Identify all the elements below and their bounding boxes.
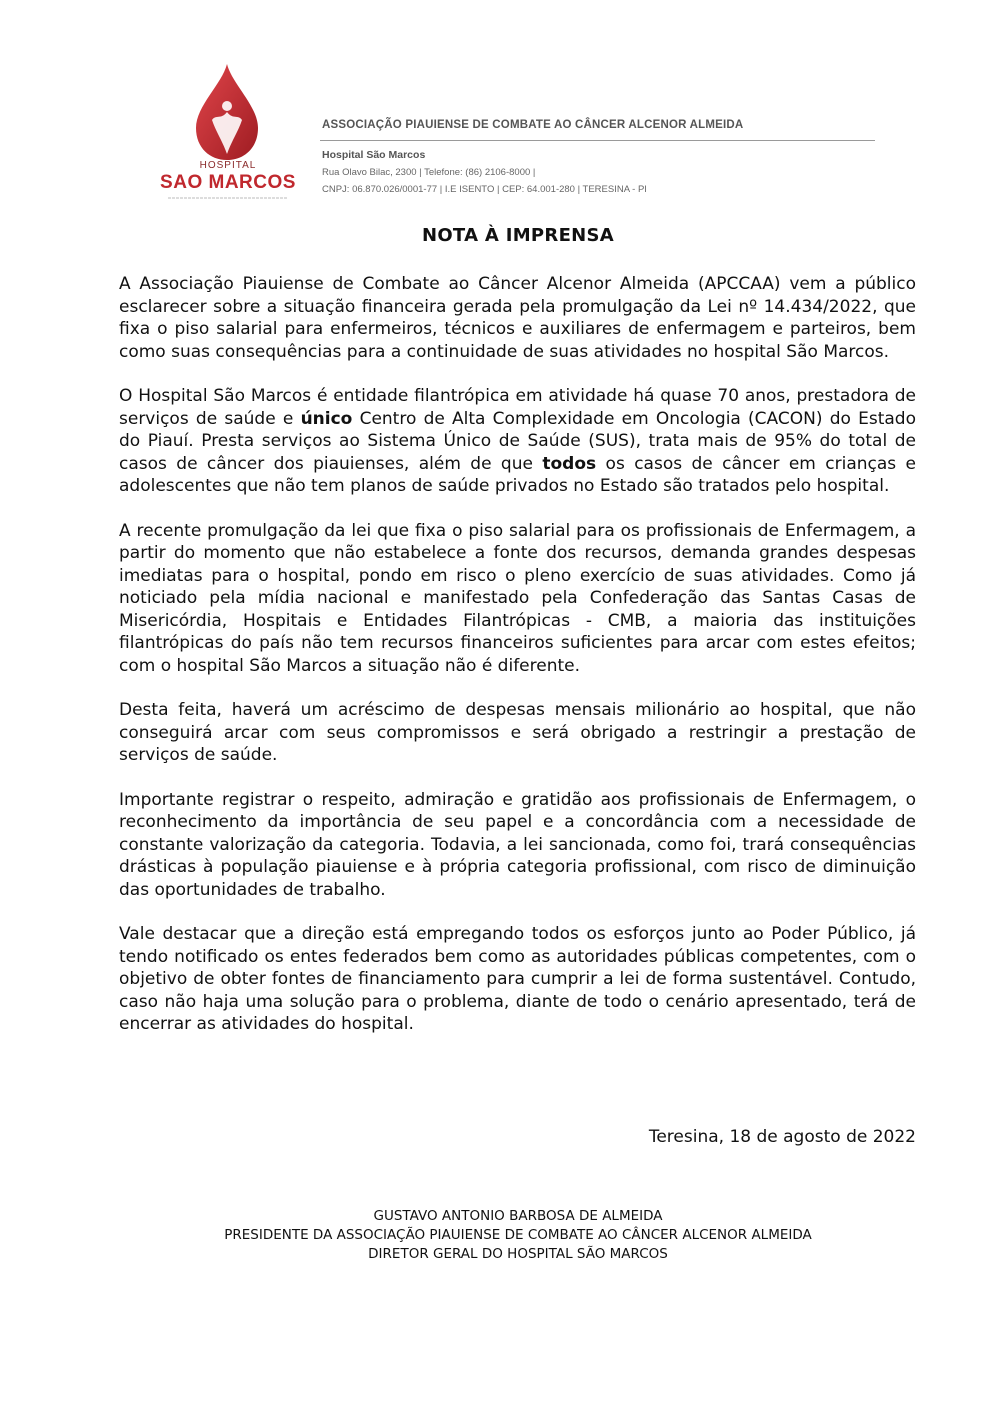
paragraph	[119, 520, 916, 678]
association-name: ASSOCIAÇÃO PIAUIENSE DE COMBATE AO CÂNCER ALCENOR ALMEIDA	[322, 119, 744, 131]
letterhead	[322, 119, 882, 201]
document-title: NOTA À IMPRENSA	[421, 225, 615, 246]
signer-role-president: PRESIDENTE DA ASSOCIAÇÃO PIAUIENSE DE COMBATE AO CÂNCER ALCENOR ALMEIDA	[224, 1227, 812, 1243]
emphasis-text: todos	[542, 453, 597, 474]
hospital-registry: CNPJ: 06.870.026/0001-77 | I.E ISENTO | CEP: 64.001-280 | TERESINA - PI	[322, 184, 647, 195]
paragraph-text: Vale destacar que a direção está empregando todos os esforços junto ao Poder Público, já tendo notificado os entes federados bem como as autoridades públicas competentes, com o objetivo de obter fontes de financiamento para cumprir a lei de forma sustentável. Contudo, caso não haja uma solução para o problema, diante de todo o cenário apresentado, terá de encerrar as atividades do hospital.	[119, 924, 916, 1034]
signer-name: GUSTAVO ANTONIO BARBOSA DE ALMEIDA	[373, 1208, 663, 1224]
paragraph	[119, 273, 916, 363]
paragraph-text: Centro de Alta Complexidade em Oncologia (CACON) do Estado do Piauí. Presta serviços ao Sistema Único de Saúde (SUS), trata mais de 95% do total de casos de câncer dos piauienses, além de que	[119, 408, 916, 474]
paragraph-text: Desta feita, haverá um acréscimo de despesas mensais milionário ao hospital, que não conseguirá arcar com seus compromissos e será obrigado a restringir a prestação de serviços de saúde.	[119, 700, 916, 765]
paragraph	[119, 789, 916, 902]
signer-role-director: DIRETOR GERAL DO HOSPITAL SÃO MARCOS	[368, 1246, 668, 1262]
paragraph-text: O Hospital São Marcos é entidade filantrópica em atividade há quase 70 anos, prestadora de serviços de saúde e	[119, 386, 916, 429]
hospital-name: Hospital São Marcos	[322, 149, 426, 161]
logo-name-text: SAO MARCOS	[160, 172, 296, 193]
logo-hospital-text: HOSPITAL	[199, 160, 257, 171]
blood-drop-icon	[192, 62, 262, 162]
paragraph-text: A recente promulgação da lei que fixa o piso salarial para os profissionais de Enfermagem, a partir do momento que não estabelece a fonte dos recursos, demanda grandes despesas imediatas para o hospital, pondo em risco o pleno exercício de suas atividades. Como já noticiado pela mídia nacional e manifestado pela Confederação das Santas Casas de Misericórdia, Hospitais e Entidades Filantrópicas - CMB, a maioria das instituições filantrópicas do país não tem recursos financeiros suficientes para arcar com estes efeitos; com o hospital São Marcos a situação não é diferente.	[119, 520, 916, 676]
paragraph-text: Importante registrar o respeito, admiração e gratidão aos profissionais de Enfermagem, o reconhecimento da importância de seu papel e a concordância com a necessidade de constante valorização da categoria. Todavia, a lei sancionada, como foi, trará consequências drásticas à população piauiense e à própria categoria profissional, com risco de diminuição das oportunidades de trabalho.	[119, 789, 916, 900]
header-divider	[320, 140, 875, 141]
paragraph	[119, 699, 916, 767]
emphasis-text: único	[300, 408, 353, 429]
paragraph	[119, 923, 916, 1036]
paragraph	[119, 385, 916, 498]
hospital-address: Rua Olavo Bilac, 2300 | Telefone: (86) 2106-8000 |	[322, 167, 536, 178]
hospital-logo	[158, 62, 298, 212]
document-body	[119, 273, 916, 1058]
paragraph-text: A Associação Piauiense de Combate ao Câncer Alcenor Almeida (APCCAA) vem a público esclarecer sobre a situação financeira gerada pela promulgação da Lei nº 14.434/2022, que fixa o piso salarial para enfermeiros, técnicos e auxiliares de enfermagem e parteiros, bem como suas consequências para a continuidade de suas atividades no hospital São Marcos.	[119, 274, 916, 362]
document-date: Teresina, 18 de agosto de 2022	[648, 1127, 916, 1147]
paragraph-text: os casos de câncer em crianças e adolescentes que não tem planos de saúde privados no Estado são tratados pelo hospital.	[119, 453, 916, 496]
signature-block	[0, 1207, 1000, 1264]
logo-tagline-lines	[164, 196, 292, 201]
